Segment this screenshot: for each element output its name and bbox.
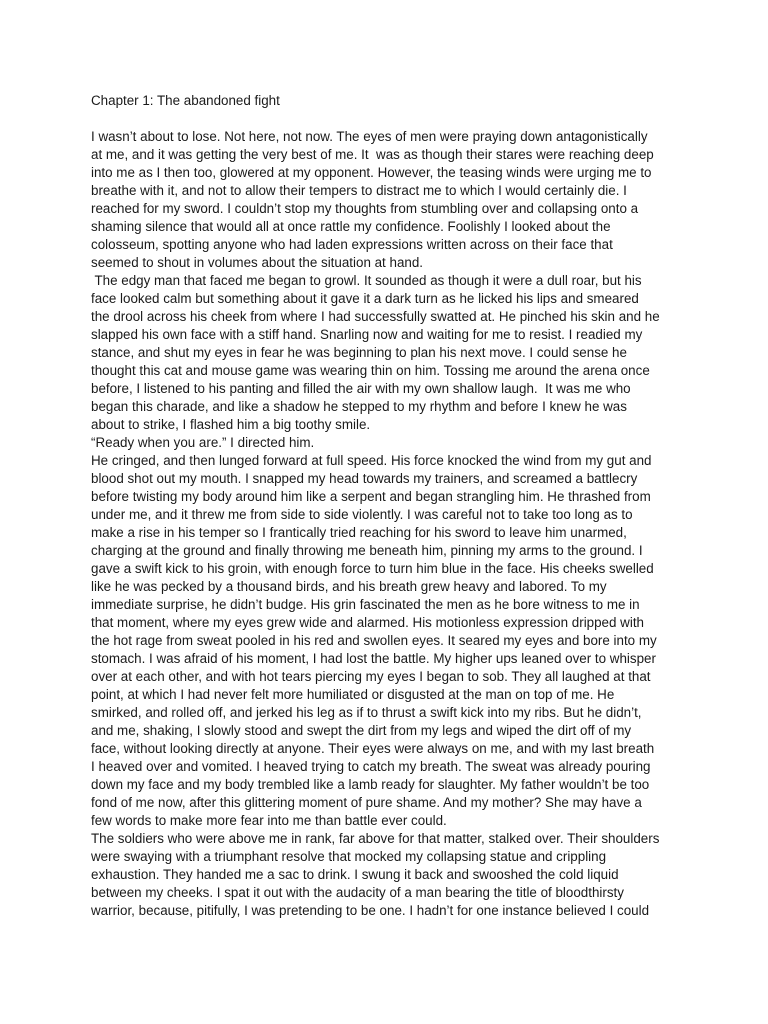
text-line: face looked calm but something about it gave it a dark turn as he licked his lips and smeared: [91, 291, 639, 306]
text-line: face, without looking directly at anyone. Their eyes were always on me, and with my last breath: [91, 741, 655, 756]
text-line: immediate surprise, he didn’t budge. His grin fascinated the men as he bore witness to me in: [91, 597, 640, 612]
text-line: the hot rage from sweat pooled in his red and swollen eyes. It seared my eyes and bore into my: [91, 633, 657, 648]
text-line: exhaustion. They handed me a sac to drink. I swung it back and swooshed the cold liquid: [91, 867, 619, 882]
text-line: charging at the ground and finally throwing me beneath him, pinning my arms to the ground. I: [91, 543, 643, 558]
chapter-text: [91, 128, 691, 920]
text-line: gave a swift kick to his groin, with enough force to turn him blue in the face. His cheeks swelled: [91, 561, 654, 576]
text-line: began this charade, and like a shadow he stepped to my rhythm and before I knew he was: [91, 399, 627, 414]
text-line: warrior, because, pitifully, I was pretending to be one. I hadn’t for one instance believed I could: [91, 903, 650, 918]
text-line: make a rise in his temper so I frantically tried reaching for his sword to leave him unarmed,: [91, 525, 627, 540]
text-line: I heaved over and vomited. I heaved trying to catch my breath. The sweat was already pouring: [91, 759, 651, 774]
text-line: “Ready when you are.” I directed him.: [91, 435, 315, 450]
text-line: before twisting my body around him like a serpent and began strangling him. He thrashed from: [91, 489, 651, 504]
text-line: fond of me now, after this glittering moment of pure shame. And my mother? She may have a: [91, 795, 642, 810]
chapter-title: Chapter 1: The abandoned fight: [91, 93, 280, 108]
text-line: I wasn’t about to lose. Not here, not now. The eyes of men were praying down antagonistically: [91, 129, 648, 144]
text-line: blood shot out my mouth. I snapped my head towards my trainers, and screamed a battlecry: [91, 471, 638, 486]
text-line: over at each other, and with hot tears piercing my eyes I began to sob. They all laughed at that: [91, 669, 651, 684]
text-line: The edgy man that faced me began to growl. It sounded as though it were a dull roar, but his: [91, 273, 642, 288]
text-line: were swaying with a triumphant resolve that mocked my collapsing statue and crippling: [91, 849, 607, 864]
text-line: The soldiers who were above me in rank, far above for that matter, stalked over. Their shoulders: [91, 831, 660, 846]
text-line: few words to make more fear into me than battle ever could.: [91, 813, 447, 828]
text-line: down my face and my body trembled like a lamb ready for slaughter. My father wouldn’t be too: [91, 777, 650, 792]
text-line: breathe with it, and not to allow their tempers to distract me to which I would certainly die. I: [91, 183, 627, 198]
text-line: slapped his own face with a stiff hand. Snarling now and waiting for me to resist. I readied my: [91, 327, 643, 342]
text-line: under me, and it threw me from side to side violently. I was careful not to take too long as to: [91, 507, 633, 522]
text-line: and me, shaking, I slowly stood and swept the dirt from my legs and wiped the dirt off of my: [91, 723, 632, 738]
text-line: about to strike, I flashed him a big toothy smile.: [91, 417, 371, 432]
text-line: point, at which I had never felt more humiliated or disgusted at the man on top of me. He: [91, 687, 615, 702]
text-line: seemed to shout in volumes about the situation at hand.: [91, 255, 424, 270]
text-line: reached for my sword. I couldn’t stop my thoughts from stumbling over and collapsing onto a: [91, 201, 639, 216]
text-line: stomach. I was afraid of his moment, I had lost the battle. My higher ups leaned over to whisper: [91, 651, 656, 666]
text-line: He cringed, and then lunged forward at full speed. His force knocked the wind from my gut and: [91, 453, 652, 468]
text-line: like he was pecked by a thousand birds, and his breath grew heavy and labored. To my: [91, 579, 607, 594]
text-line: stance, and shut my eyes in fear he was beginning to plan his next move. I could sense he: [91, 345, 627, 360]
text-line: before, I listened to his panting and filled the air with my own shallow laugh. It was me who: [91, 381, 631, 396]
text-line: that moment, where my eyes grew wide and alarmed. His motionless expression dripped with: [91, 615, 644, 630]
text-line: shaming silence that would all at once rattle my confidence. Foolishly I looked about the: [91, 219, 611, 234]
text-line: the drool across his cheek from where I had successfully swatted at. He pinched his skin and he: [91, 309, 660, 324]
text-line: thought this cat and mouse game was wearing thin on him. Tossing me around the arena once: [91, 363, 650, 378]
text-line: into me as I then too, glowered at my opponent. However, the teasing winds were urging me to: [91, 165, 652, 180]
document-body: [91, 92, 691, 920]
text-line: colosseum, spotting anyone who had laden expressions written across on their face that: [91, 237, 613, 252]
text-line: between my cheeks. I spat it out with the audacity of a man bearing the title of bloodthirsty: [91, 885, 624, 900]
text-line: smirked, and rolled off, and jerked his leg as if to thrust a swift kick into my ribs. But he didn’t,: [91, 705, 642, 720]
text-line: at me, and it was getting the very best of me. It was as though their stares were reaching deep: [91, 147, 654, 162]
